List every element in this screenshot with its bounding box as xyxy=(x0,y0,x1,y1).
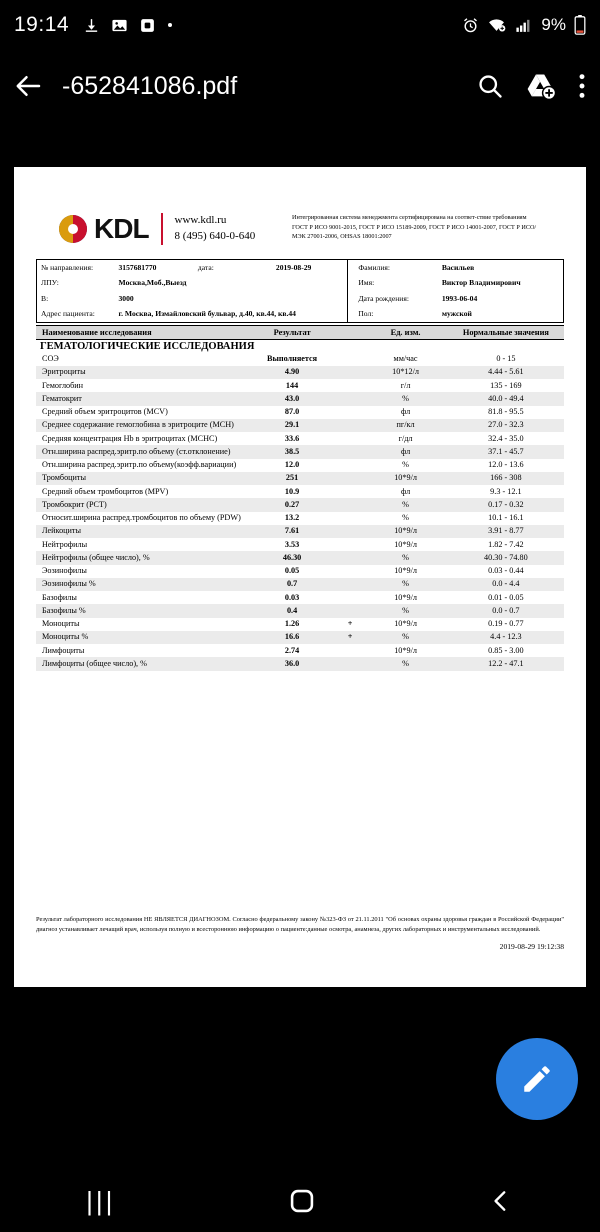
header-ref: Нормальные значения xyxy=(462,327,549,337)
row-flag xyxy=(337,447,363,457)
meta-value: Виктор Владимирович xyxy=(441,278,521,288)
row-units: 10*9/л xyxy=(394,526,417,536)
row-flag xyxy=(337,434,363,444)
row-flag xyxy=(337,460,363,470)
row-name: Тромбокрит (PCT) xyxy=(42,499,107,509)
row-result: 38.5 xyxy=(284,446,300,456)
back-arrow-icon[interactable] xyxy=(14,71,44,101)
edit-fab[interactable] xyxy=(496,1038,578,1120)
row-flag xyxy=(337,420,363,430)
row-units: % xyxy=(402,393,409,403)
row-ref: 3.91 - 8.77 xyxy=(488,526,524,536)
row-units: фл xyxy=(400,407,411,417)
row-result: 0.05 xyxy=(284,566,300,576)
row-ref: 0 - 15 xyxy=(496,354,516,364)
row-flag xyxy=(337,606,363,616)
table-row xyxy=(36,353,564,366)
results-table-header xyxy=(36,325,564,340)
row-flag xyxy=(337,487,363,497)
kdl-wordmark: KDL xyxy=(94,213,149,244)
search-icon[interactable] xyxy=(476,72,504,100)
row-ref: 1.82 - 7.42 xyxy=(488,539,524,549)
disclaimer-text: Результат лабораторного исследования НЕ ЯВЛЯЕТСЯ ДИАГНОЗОМ. Согласно федеральному закону №323-ФЗ от 21.11.2011 "Об основах охраны здоровья граждан в Российской Федерации" диагноз устанавливает лечащий врач, используя полную и всестороннюю информацию о пациенте:данные осмотра, анамнеза, других лабораторных и инструментальных исследований. xyxy=(36,915,564,933)
row-name: Базофилы xyxy=(42,592,77,602)
row-ref: 12.2 - 47.1 xyxy=(488,658,524,668)
table-row xyxy=(36,432,564,445)
row-units: 10*9/л xyxy=(394,645,417,655)
meta-value: мужской xyxy=(441,309,472,319)
row-name: Эритроциты xyxy=(42,367,86,377)
row-result: 3.53 xyxy=(284,539,300,549)
table-row xyxy=(37,291,564,306)
row-name: СОЭ xyxy=(42,354,59,364)
table-row xyxy=(36,472,564,485)
overflow-menu-icon[interactable] xyxy=(578,72,586,100)
row-ref: 9.3 - 12.1 xyxy=(490,486,522,496)
row-ref: 10.1 - 16.1 xyxy=(488,513,524,523)
meta-label: Адрес пациента: xyxy=(41,309,95,319)
row-flag: + xyxy=(347,619,353,629)
row-ref: 81.8 - 95.5 xyxy=(488,407,524,417)
row-units: % xyxy=(402,632,409,642)
row-name: Моноциты % xyxy=(42,632,89,642)
table-row xyxy=(36,459,564,472)
meta-label: № направления: xyxy=(41,263,94,272)
download-icon xyxy=(83,17,100,34)
row-ref: 0.0 - 4.4 xyxy=(492,579,520,589)
row-units: % xyxy=(402,513,409,523)
table-row xyxy=(36,379,564,392)
row-result: 29.1 xyxy=(284,420,300,430)
row-name: Базофилы % xyxy=(42,605,86,615)
brand-phone: 8 (495) 640-0-640 xyxy=(174,229,256,242)
row-ref: 0.01 - 0.05 xyxy=(488,592,524,602)
row-flag xyxy=(337,526,363,536)
table-row xyxy=(37,306,564,322)
alarm-icon xyxy=(462,17,479,34)
row-name: Средний объем эритроцитов (MCV) xyxy=(42,407,168,417)
row-flag xyxy=(337,540,363,550)
row-flag xyxy=(337,513,363,523)
row-units: % xyxy=(402,552,409,562)
row-result: 16.6 xyxy=(284,632,300,642)
row-units: пг/кл xyxy=(396,420,415,430)
row-ref: 12.0 - 13.6 xyxy=(488,460,524,470)
brand-contact xyxy=(175,213,256,245)
meta-label: Фамилия: xyxy=(348,260,438,276)
row-units: 10*9/л xyxy=(394,592,417,602)
header-result: Результат xyxy=(273,327,311,337)
meta-value-date: 2019-08-29 xyxy=(275,263,312,272)
row-result: 46.30 xyxy=(282,552,302,562)
kdl-logo xyxy=(58,213,149,245)
row-flag: + xyxy=(347,632,353,642)
pencil-icon xyxy=(520,1062,554,1096)
row-units: 10*9/л xyxy=(394,473,417,483)
row-flag xyxy=(337,566,363,576)
row-result: 43.0 xyxy=(284,393,300,403)
table-row xyxy=(36,644,564,657)
home-icon[interactable] xyxy=(288,1187,316,1215)
row-name: Тромбоциты xyxy=(42,473,87,483)
table-row xyxy=(36,631,564,644)
page-title: -652841086.pdf xyxy=(62,71,238,100)
pdf-page[interactable] xyxy=(14,167,586,987)
meta-value: 3000 xyxy=(118,293,134,303)
table-row xyxy=(36,525,564,538)
row-ref: 4.44 - 5.61 xyxy=(488,367,524,377)
table-row xyxy=(36,657,564,670)
table-row xyxy=(36,419,564,432)
row-flag xyxy=(337,407,363,417)
meta-value: Москва,Моб.,Выезд xyxy=(118,278,187,288)
row-ref: 40.30 - 74.80 xyxy=(484,552,528,562)
row-name: Лимфоциты xyxy=(42,645,85,655)
dot-icon xyxy=(167,22,173,28)
row-units: мм/час xyxy=(393,354,418,364)
row-units: 10*12/л xyxy=(392,367,419,377)
status-notification-icons xyxy=(83,17,173,34)
row-flag xyxy=(337,553,363,563)
header-units: Ед. изм. xyxy=(390,327,421,337)
row-result: 13.2 xyxy=(284,513,300,523)
certification-note: Интегрированная система менеджмента сертифицирована на соответ-ствие требованиям ГОСТ Р ИСО 9001-2015, ГОСТ Р ИСО 15189-2009, ГОСТ Р ИСО 14001-2007, ГОСТ Р ИСО/МЭК 27001-2006, OHSAS 18001:2007 xyxy=(292,214,537,241)
brand-site: www.kdl.ru xyxy=(174,214,227,226)
row-flag xyxy=(337,593,363,603)
row-name: Моноциты xyxy=(42,619,80,629)
table-row xyxy=(36,618,564,631)
header-name: Наименование исследования xyxy=(42,327,152,337)
row-units: г/л xyxy=(400,380,411,390)
table-row xyxy=(36,445,564,458)
row-ref: 0.17 - 0.32 xyxy=(488,499,524,509)
battery-icon xyxy=(574,15,586,35)
row-name: Эозинофилы xyxy=(42,566,87,576)
row-units: % xyxy=(402,499,409,509)
row-units: 10*9/л xyxy=(394,566,417,576)
row-name: Средняя концентрация Hb в эритроцитах (MCHC) xyxy=(42,433,218,443)
signal-icon xyxy=(514,17,533,34)
row-ref: 0.85 - 3.00 xyxy=(488,645,524,655)
row-ref: 4.4 - 12.3 xyxy=(490,632,522,642)
row-result: 4.90 xyxy=(284,367,300,377)
table-row xyxy=(36,565,564,578)
row-flag xyxy=(337,579,363,589)
row-name: Нейтрофилы (общее число), % xyxy=(42,552,150,562)
recents-button[interactable]: ||| xyxy=(86,1185,116,1216)
table-row xyxy=(36,591,564,604)
kdl-mark-icon xyxy=(58,214,88,244)
table-row xyxy=(36,578,564,591)
row-flag xyxy=(337,354,363,364)
row-name: Отн.ширина распред.эритр.по объему(коэфф.вариации) xyxy=(42,460,237,470)
row-flag xyxy=(337,367,363,377)
app-bar xyxy=(0,50,600,122)
row-name: Гематокрит xyxy=(42,393,82,403)
row-flag xyxy=(337,394,363,404)
row-units: г/дл xyxy=(398,433,413,443)
row-name: Лимфоциты (общее число), % xyxy=(42,658,147,668)
row-result: 0.27 xyxy=(284,499,300,509)
row-result: 144 xyxy=(285,380,299,390)
image-icon xyxy=(111,17,128,34)
table-row xyxy=(36,538,564,551)
table-row xyxy=(36,551,564,564)
table-row xyxy=(36,604,564,617)
row-name: Относит.ширина распред.тромбоцитов по объему (PDW) xyxy=(42,513,241,523)
row-ref: 37.1 - 45.7 xyxy=(488,446,524,456)
row-flag xyxy=(337,500,363,510)
row-ref: 166 - 308 xyxy=(490,473,522,483)
row-units: % xyxy=(402,579,409,589)
status-system-icons xyxy=(462,15,586,35)
row-units: 10*9/л xyxy=(394,619,417,629)
row-result: 33.6 xyxy=(284,433,300,443)
row-flag xyxy=(337,381,363,391)
row-result: 0.03 xyxy=(284,592,300,602)
row-ref: 32.4 - 35.0 xyxy=(488,433,524,443)
row-result: 36.0 xyxy=(284,658,300,668)
row-result: Выполняется xyxy=(267,354,318,364)
row-name: Эозинофилы % xyxy=(42,579,96,589)
table-row xyxy=(36,392,564,405)
wifi-icon xyxy=(487,17,506,34)
row-result: 1.26 xyxy=(284,619,300,629)
row-units: % xyxy=(402,658,409,668)
row-flag xyxy=(337,473,363,483)
row-units: % xyxy=(402,460,409,470)
row-result: 251 xyxy=(285,473,299,483)
row-result: 2.74 xyxy=(284,645,300,655)
meta-label-date: дата: xyxy=(197,263,214,272)
row-name: Средний объем тромбоцитов (MPV) xyxy=(42,486,169,496)
meta-label: Имя: xyxy=(348,275,438,290)
row-result: 7.61 xyxy=(284,526,300,536)
table-row xyxy=(36,366,564,379)
row-units: фл xyxy=(400,486,411,496)
row-name: Среднее содержание гемоглобина в эритроците (MCH) xyxy=(42,420,234,430)
document-header xyxy=(36,195,564,251)
status-bar xyxy=(0,0,600,50)
meta-label: В: xyxy=(41,293,49,303)
row-name: Отн.ширина распред.эритр.по объему (ст.отклонение) xyxy=(42,446,231,456)
row-result: 12.0 xyxy=(284,460,300,470)
battery-percent-label: 9% xyxy=(541,15,566,34)
system-nav-bar xyxy=(0,1170,600,1232)
row-units: 10*9/л xyxy=(394,539,417,549)
row-name: Гемоглобин xyxy=(42,380,84,390)
back-icon[interactable] xyxy=(488,1188,514,1214)
row-ref: 0.03 - 0.44 xyxy=(488,566,524,576)
printed-timestamp: 2019-08-29 19:12:38 xyxy=(499,942,564,951)
header-flag xyxy=(337,328,363,337)
row-result: 0.7 xyxy=(286,579,298,589)
meta-value: Васильев xyxy=(441,263,475,272)
row-flag xyxy=(337,659,363,669)
row-ref: 0.19 - 0.77 xyxy=(488,619,524,629)
table-row xyxy=(36,485,564,498)
row-name: Нейтрофилы xyxy=(42,539,88,549)
meta-value: г. Москва, Измайловский бульвар, д.40, кв.44, кв.44 xyxy=(118,309,296,319)
row-ref: 40.0 - 49.4 xyxy=(488,393,524,403)
table-row xyxy=(36,498,564,511)
meta-value: 3157681770 xyxy=(118,263,157,272)
table-row xyxy=(36,512,564,525)
row-name: Лейкоциты xyxy=(42,526,82,536)
results-rows xyxy=(36,353,564,671)
row-ref: 135 - 169 xyxy=(490,380,522,390)
table-row xyxy=(37,260,564,276)
meta-label: Пол: xyxy=(348,306,438,322)
meta-label: Дата рождения: xyxy=(348,291,438,306)
meta-label: ЛПУ: xyxy=(41,278,59,288)
row-flag xyxy=(337,646,363,656)
table-row xyxy=(37,275,564,290)
row-result: 10.9 xyxy=(284,486,300,496)
meta-value: 1993-06-04 xyxy=(441,293,478,303)
row-result: 0.4 xyxy=(286,605,298,615)
row-ref: 27.0 - 32.3 xyxy=(488,420,524,430)
row-units: фл xyxy=(400,446,411,456)
drive-add-icon[interactable] xyxy=(526,72,556,100)
row-units: % xyxy=(402,605,409,615)
row-ref: 0.0 - 0.7 xyxy=(492,605,520,615)
status-clock: 19:14 xyxy=(14,13,70,36)
logo-divider xyxy=(161,213,163,245)
results-group-title: ГЕМАТОЛОГИЧЕСКИЕ ИССЛЕДОВАНИЯ xyxy=(40,340,255,352)
screenshot-icon xyxy=(139,17,156,34)
patient-meta-table xyxy=(36,259,564,323)
table-row xyxy=(36,406,564,419)
row-result: 87.0 xyxy=(284,407,300,417)
